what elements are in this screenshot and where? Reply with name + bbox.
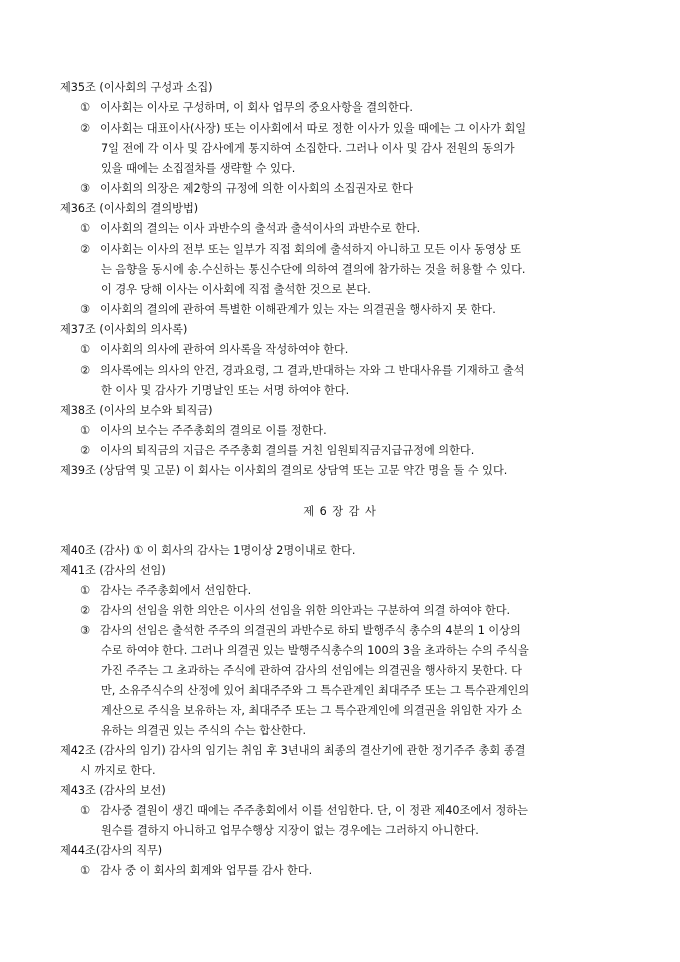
clause-text: 이사회의 의장은 제2항의 규정에 의한 이사회의 소집권자로 한다 bbox=[100, 182, 413, 195]
clause-number: ① bbox=[80, 584, 91, 597]
article-37-title: 제37조 (이사회의 의사록) bbox=[60, 323, 188, 336]
clause-continuation: 는 음향을 동시에 송.수신하는 통신수단에 의하여 결의에 참가하는 것을 허용할 수 있다. bbox=[101, 263, 526, 276]
clause-number: ③ bbox=[80, 303, 91, 316]
clause bbox=[80, 584, 251, 598]
clause-continuation: 한 이사 및 감사가 기명날인 또는 서명 하여야 한다. bbox=[101, 384, 350, 397]
article-36-title: 제36조 (이사회의 결의방법) bbox=[60, 202, 199, 215]
article-41-title: 제41조 (감사의 선임) bbox=[60, 564, 166, 577]
clause-continuation: 이 경우 당해 이사는 이사회에 직접 출석한 것으로 본다. bbox=[101, 283, 371, 296]
clause bbox=[80, 243, 521, 257]
clause-continuation: 만, 소유주식수의 산정에 있어 최대주주와 그 특수관계인 최대주주 또는 그 특수관계인의 bbox=[101, 684, 530, 697]
article-43-title: 제43조 (감사의 보선) bbox=[60, 784, 166, 797]
clause-number: ② bbox=[80, 364, 91, 377]
clause-continuation: 계산으로 주식을 보유하는 자, 최대주주 또는 그 특수관계인에 의결권을 위임한 자가 소 bbox=[101, 704, 522, 717]
clause bbox=[80, 804, 528, 818]
clause bbox=[80, 343, 348, 357]
article-38-title: 제38조 (이사의 보수와 퇴직금) bbox=[60, 404, 213, 417]
chapter-heading: 제 6 장 감 사 bbox=[303, 505, 377, 518]
clause-number: ② bbox=[80, 444, 91, 457]
clause-continuation: 원수를 결하지 아니하고 업무수행상 지장이 없는 경우에는 그러하지 아니한다. bbox=[101, 824, 479, 837]
clause bbox=[80, 624, 521, 638]
clause bbox=[80, 444, 474, 458]
clause-number: ① bbox=[80, 222, 91, 235]
article-39: 제39조 (상담역 및 고문) 이 회사는 이사회의 결의로 상담역 또는 고문 약간 명을 둘 수 있다. bbox=[60, 464, 508, 477]
clause-text: 이사회의 의사에 관하여 의사록을 작성하여야 한다. bbox=[100, 343, 349, 356]
clause-number: ② bbox=[80, 604, 91, 617]
article-42: 제42조 (감사의 임기) 감사의 임기는 취임 후 3년내의 최종의 결산기에 관한 정기주주 총회 종결 bbox=[60, 744, 526, 757]
clause-text: 의사록에는 의사의 안건, 경과요령, 그 결과,반대하는 자와 그 반대사유를 기재하고 출석 bbox=[100, 364, 525, 377]
clause-text: 감사는 주주총회에서 선임한다. bbox=[100, 584, 252, 597]
clause-number: ③ bbox=[80, 182, 91, 195]
clause bbox=[80, 424, 327, 438]
clause-number: ③ bbox=[80, 624, 91, 637]
clause-number: ① bbox=[80, 864, 91, 877]
clause bbox=[80, 101, 413, 115]
clause-text: 이사의 퇴직금의 지급은 주주총회 결의를 거친 임원퇴직금지급규정에 의한다. bbox=[100, 444, 475, 457]
clause-number: ② bbox=[80, 243, 91, 256]
clause-text: 이사회는 대표이사(사장) 또는 이사회에서 따로 정한 이사가 있을 때에는 그 이사가 회일 bbox=[100, 122, 527, 135]
clause-number: ① bbox=[80, 424, 91, 437]
clause-text: 감사의 선임을 위한 의안은 이사의 선임을 위한 의안과는 구분하여 의결 하여야 한다. bbox=[100, 604, 511, 617]
clause bbox=[80, 364, 524, 378]
article-40: 제40조 (감사) ① 이 회사의 감사는 1명이상 2명이내로 한다. bbox=[60, 544, 356, 557]
clause-text: 이사회는 이사의 전부 또는 일부가 직접 회의에 출석하지 아니하고 모든 이사 동영상 또 bbox=[100, 243, 521, 256]
clause bbox=[80, 122, 526, 136]
clause-number: ① bbox=[80, 101, 91, 114]
clause-text: 감사의 선임은 출석한 주주의 의결권의 과반수로 하되 발행주식 총수의 4분의 1 이상의 bbox=[100, 624, 521, 637]
clause-continuation: 있을 때에는 소집절차를 생략할 수 있다. bbox=[101, 162, 296, 175]
clause-number: ① bbox=[80, 343, 91, 356]
clause-text: 이사회의 결의는 이사 과반수의 출석과 출석이사의 과반수로 한다. bbox=[100, 222, 421, 235]
clause-text: 이사회는 이사로 구성하며, 이 회사 업무의 중요사항을 결의한다. bbox=[100, 101, 413, 114]
clause-continuation: 7일 전에 각 이사 및 감사에게 통지하여 소집한다. 그러나 이사 및 감사 전원의 동의가 bbox=[101, 142, 515, 155]
clause bbox=[80, 604, 510, 618]
clause-number: ② bbox=[80, 122, 91, 135]
clause-text: 이사의 보수는 주주총회의 결의로 이를 정한다. bbox=[100, 424, 327, 437]
clause-continuation: 유하는 의결권 있는 주식의 수는 합산한다. bbox=[101, 724, 307, 737]
clause bbox=[80, 864, 312, 878]
clause-text: 감사 중 이 회사의 회계와 업무를 감사 한다. bbox=[100, 864, 313, 877]
clause bbox=[80, 303, 496, 317]
article-35-title: 제35조 (이사회의 구성과 소집) bbox=[60, 81, 213, 94]
clause-continuation: 수로 하여야 한다. 그러나 의결권 있는 발행주식총수의 100의 3을 초과하는 수의 주식을 bbox=[101, 644, 529, 657]
clause-number: ① bbox=[80, 804, 91, 817]
clause-text: 이사회의 결의에 관하여 특별한 이해관계가 있는 자는 의결권을 행사하지 못 한다. bbox=[100, 303, 496, 316]
article-continuation: 시 까지로 한다. bbox=[80, 764, 156, 777]
clause bbox=[80, 222, 420, 236]
clause-continuation: 가진 주주는 그 초과하는 주식에 관하여 감사의 선임에는 의결권을 행사하지 못한다. 다 bbox=[101, 664, 522, 677]
clause bbox=[80, 182, 413, 196]
clause-text: 감사중 결원이 생긴 때에는 주주총회에서 이를 선임한다. 단, 이 정관 제40조에서 정하는 bbox=[100, 804, 528, 817]
article-44-title: 제44조(감사의 직무) bbox=[60, 844, 163, 857]
